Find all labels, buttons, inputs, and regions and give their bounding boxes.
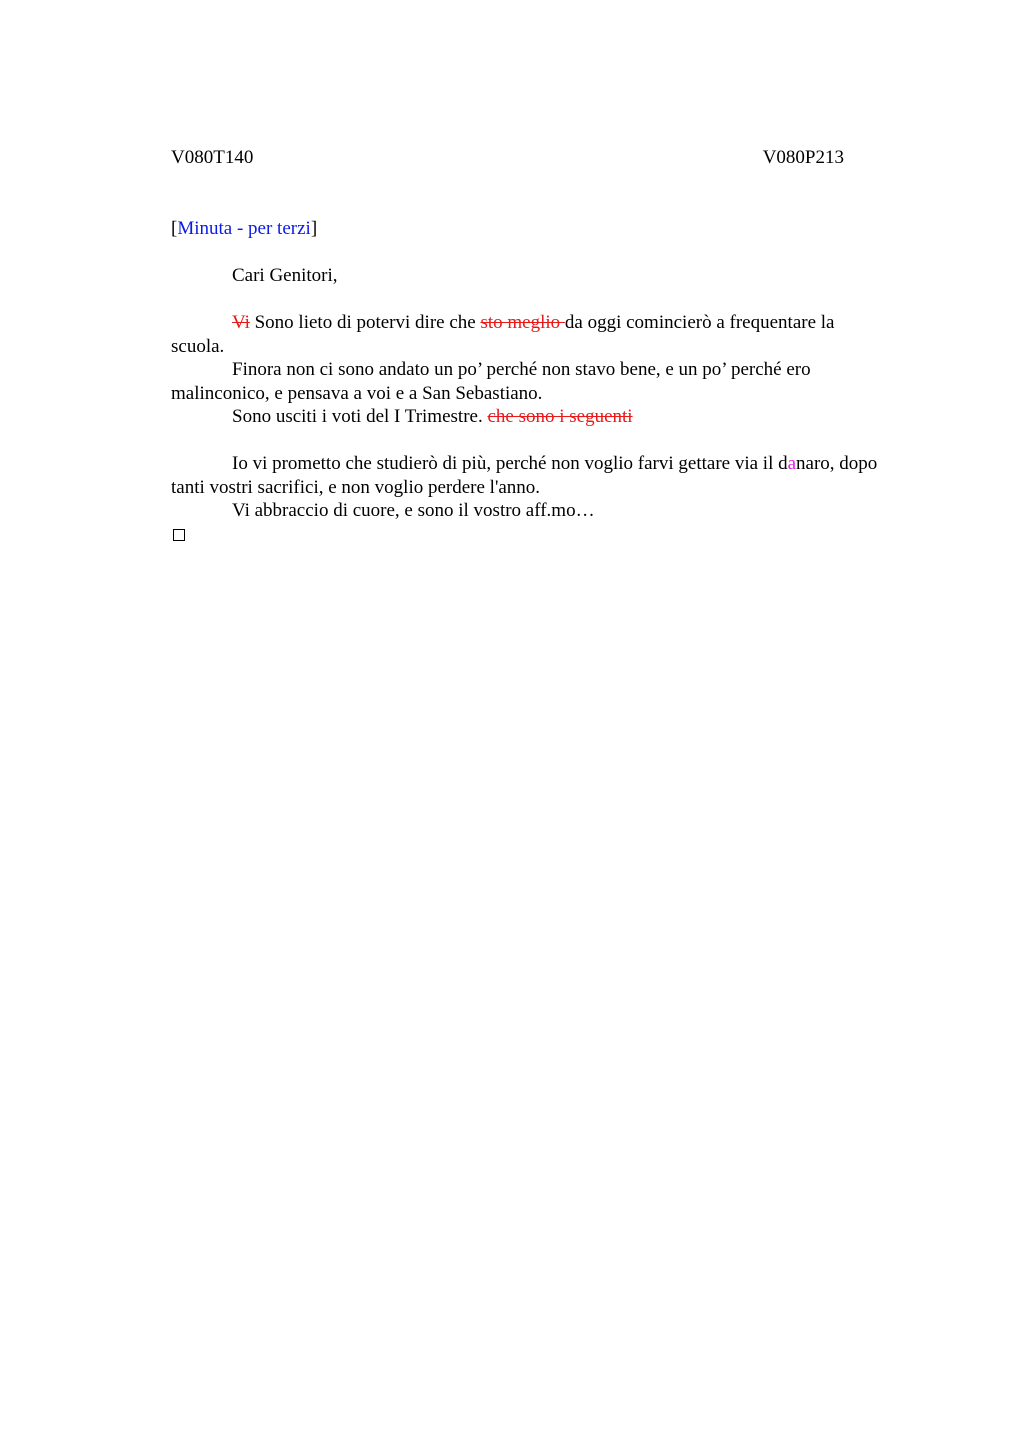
- spacer: [171, 241, 891, 265]
- letter-body: [171, 217, 891, 546]
- empty-checkbox-icon: [173, 529, 185, 541]
- note-open-bracket: [: [171, 218, 178, 239]
- paragraph-1: [171, 311, 891, 358]
- page-header: [171, 146, 844, 170]
- document-code-right: V080P213: [762, 147, 844, 168]
- deleted-text: che sono i seguenti: [487, 406, 633, 427]
- editorial-note: [171, 217, 891, 241]
- paragraph-4: [171, 452, 891, 499]
- deleted-text: sto meglio: [480, 312, 565, 333]
- paragraph-1-text-a: Sono lieto di potervi dire che: [249, 312, 481, 333]
- closing-line: Vi abbraccio di cuore, e sono il vostro aff.mo…: [232, 500, 595, 521]
- note-close-bracket: ]: [310, 218, 318, 239]
- deleted-text: Vi: [232, 312, 250, 333]
- end-marker: [171, 523, 891, 547]
- paragraph-4-text-a: Io vi prometto che studierò di più, perché non voglio farvi gettare via il d: [232, 453, 788, 474]
- spacer: [171, 429, 891, 453]
- paragraph-2: Finora non ci sono andato un po’ perché non stavo bene, e un po’ perché ero malinconico, e pensava a voi e a San Sebastiano.: [171, 359, 811, 404]
- document-code-left: V080T140: [171, 147, 254, 168]
- spacer: [171, 288, 891, 312]
- paragraph-3: [171, 405, 891, 429]
- paragraph-4-text-b: naro, dopo tanti vostri sacrifici, e non voglio perdere l'anno.: [171, 453, 878, 498]
- inserted-letter: a: [787, 453, 797, 474]
- note-label: Minuta - per terzi: [177, 218, 311, 239]
- paragraph-3-text: Sono usciti i voti del I Trimestre.: [232, 406, 488, 427]
- paragraph-1-text-b: da oggi comincierò a frequentare la scuola.: [171, 312, 835, 357]
- salutation: Cari Genitori,: [232, 265, 338, 286]
